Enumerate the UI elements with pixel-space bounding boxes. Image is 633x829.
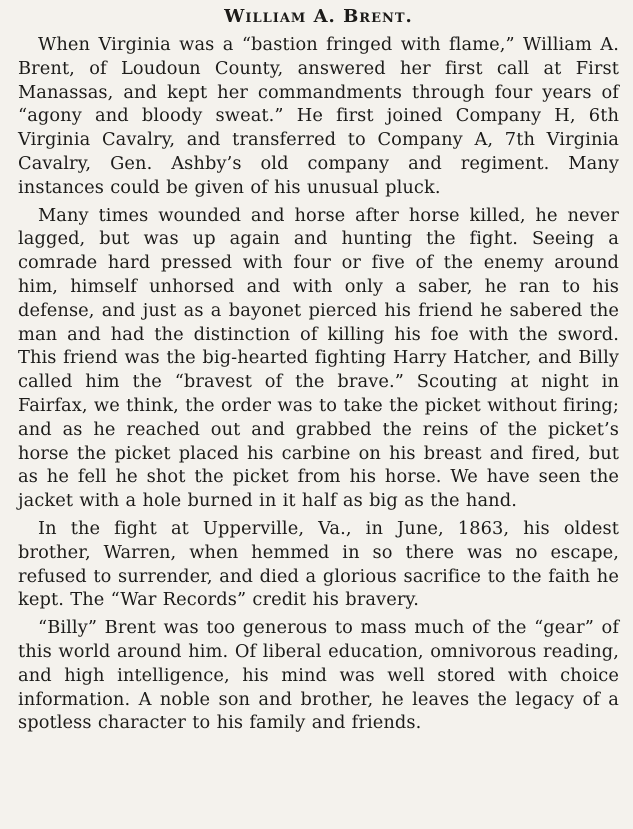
article-title: William A. Brent. [224, 6, 413, 27]
paragraph-1: When Virginia was a “bastion fringed with flame,” William A. Brent, of Loudoun County, answered her first call at First Manassas, and kept her commandments through four years of “agony and bloody sweat.” He first joined Company H, 6th Virginia Cavalry, and transferred to Company A, 7th Virginia Cavalry, Gen. Ashby’s old company and regiment. Many instances could be given of his unusual pluck. [18, 34, 619, 198]
paragraph-3: In the fight at Upperville, Va., in June, 1863, his oldest brother, Warren, when hemmed in so there was no escape, refused to surrender, and died a glorious sacrifice to the faith he kept. The “War Records” credit his bravery. [18, 517, 619, 611]
paragraph-4: “Billy” Brent was too generous to mass much of the “gear” of this world around him. Of liberal education, omnivorous reading, and high intelligence, his mind was well stored with choice information. A noble son and brother, he leaves the legacy of a spotless character to his family and friends. [18, 617, 619, 734]
paragraph-2: Many times wounded and horse after horse killed, he never lagged, but was up again and hunting the fight. Seeing a comrade hard pressed with four or five of the enemy around him, himself unhorsed and with only a saber, he ran to his defense, and just as a bayonet pierced his friend he sabered the man and had the distinction of killing his foe with the sword. This friend was the big-hearted fighting Harry Hatcher, and Billy called him the “bravest of the brave.” Scouting at night in Fairfax, we think, the order was to take the picket without firing; and as he reached out and grabbed the reins of the picket’s horse the picket placed his carbine on his breast and fired, but as he fell he shot the picket from his horse. We have seen the jacket with a hole burned in it half as big as the hand. [18, 204, 619, 512]
